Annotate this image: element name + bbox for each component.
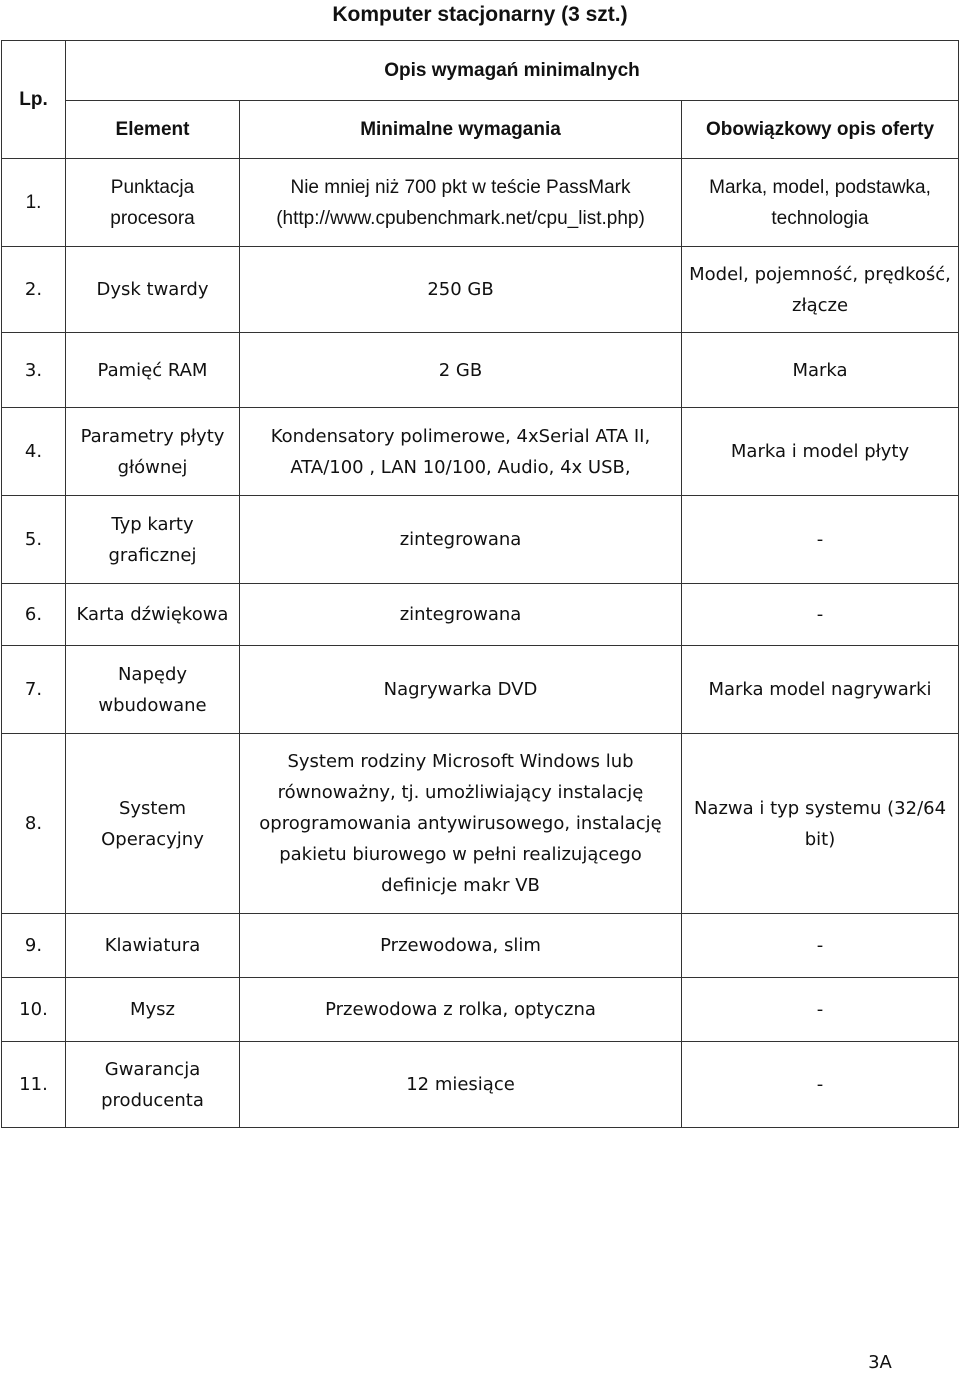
row-element: Punktacja procesora	[66, 159, 240, 247]
row-element: Karta dźwiękowa	[66, 584, 240, 646]
table-row	[2, 496, 959, 584]
row-offer: -	[682, 496, 959, 584]
row-element: Mysz	[66, 978, 240, 1042]
row-minimum: 12 miesiące	[240, 1042, 682, 1128]
row-minimum: zintegrowana	[240, 584, 682, 646]
row-offer: -	[682, 914, 959, 978]
row-element: Parametry płyty głównej	[66, 408, 240, 496]
row-minimum: zintegrowana	[240, 496, 682, 584]
header-lp: Lp.	[2, 41, 66, 159]
row-offer: Marka i model płyty	[682, 408, 959, 496]
row-lp: 7.	[2, 646, 66, 734]
row-element: Dysk twardy	[66, 247, 240, 333]
table-row	[2, 978, 959, 1042]
row-lp: 10.	[2, 978, 66, 1042]
row-minimum: System rodziny Microsoft Windows lub równoważny, tj. umożliwiający instalację oprogramowania antywirusowego, instalację pakietu biurowego w pełni realizującego definicje makr VB	[240, 734, 682, 914]
row-offer: -	[682, 978, 959, 1042]
row-lp: 1.	[2, 159, 66, 247]
row-offer: Marka	[682, 333, 959, 408]
page-number: 3A	[868, 1352, 892, 1373]
requirements-table	[1, 40, 959, 1128]
table-row	[2, 1042, 959, 1128]
table-row	[2, 914, 959, 978]
row-lp: 4.	[2, 408, 66, 496]
row-element: Klawiatura	[66, 914, 240, 978]
header-group: Opis wymagań minimalnych	[66, 41, 959, 101]
table-row	[2, 408, 959, 496]
row-minimum: Przewodowa z rolka, optyczna	[240, 978, 682, 1042]
row-element: Napędy wbudowane	[66, 646, 240, 734]
row-lp: 2.	[2, 247, 66, 333]
row-lp: 11.	[2, 1042, 66, 1128]
row-lp: 8.	[2, 734, 66, 914]
row-lp: 5.	[2, 496, 66, 584]
table-header-row	[2, 41, 959, 101]
row-minimum: Przewodowa, slim	[240, 914, 682, 978]
row-offer: Nazwa i typ systemu (32/64 bit)	[682, 734, 959, 914]
table-row	[2, 646, 959, 734]
table-row	[2, 159, 959, 247]
row-minimum: Nie mniej niż 700 pkt w teście PassMark (http://www.cpubenchmark.net/cpu_list.php)	[240, 159, 682, 247]
table-row	[2, 247, 959, 333]
table-row	[2, 584, 959, 646]
table-row	[2, 333, 959, 408]
document-title: Komputer stacjonarny (3 szt.)	[332, 3, 628, 26]
header-minimum: Minimalne wymagania	[240, 101, 682, 159]
row-offer: -	[682, 584, 959, 646]
row-element: System Operacyjny	[66, 734, 240, 914]
table-subheader-row	[2, 101, 959, 159]
row-lp: 3.	[2, 333, 66, 408]
row-lp: 6.	[2, 584, 66, 646]
row-offer: Model, pojemność, prędkość, złącze	[682, 247, 959, 333]
row-offer: -	[682, 1042, 959, 1128]
header-element: Element	[66, 101, 240, 159]
table-row	[2, 734, 959, 914]
row-minimum: 2 GB	[240, 333, 682, 408]
row-offer: Marka, model, podstawka, technologia	[682, 159, 959, 247]
row-minimum: Kondensatory polimerowe, 4xSerial ATA II, ATA/100 , LAN 10/100, Audio, 4x USB,	[240, 408, 682, 496]
row-offer: Marka model nagrywarki	[682, 646, 959, 734]
header-offer: Obowiązkowy opis oferty	[682, 101, 959, 159]
row-minimum: Nagrywarka DVD	[240, 646, 682, 734]
row-element: Pamięć RAM	[66, 333, 240, 408]
row-lp: 9.	[2, 914, 66, 978]
row-element: Gwarancja producenta	[66, 1042, 240, 1128]
row-element: Typ karty graficznej	[66, 496, 240, 584]
row-minimum: 250 GB	[240, 247, 682, 333]
